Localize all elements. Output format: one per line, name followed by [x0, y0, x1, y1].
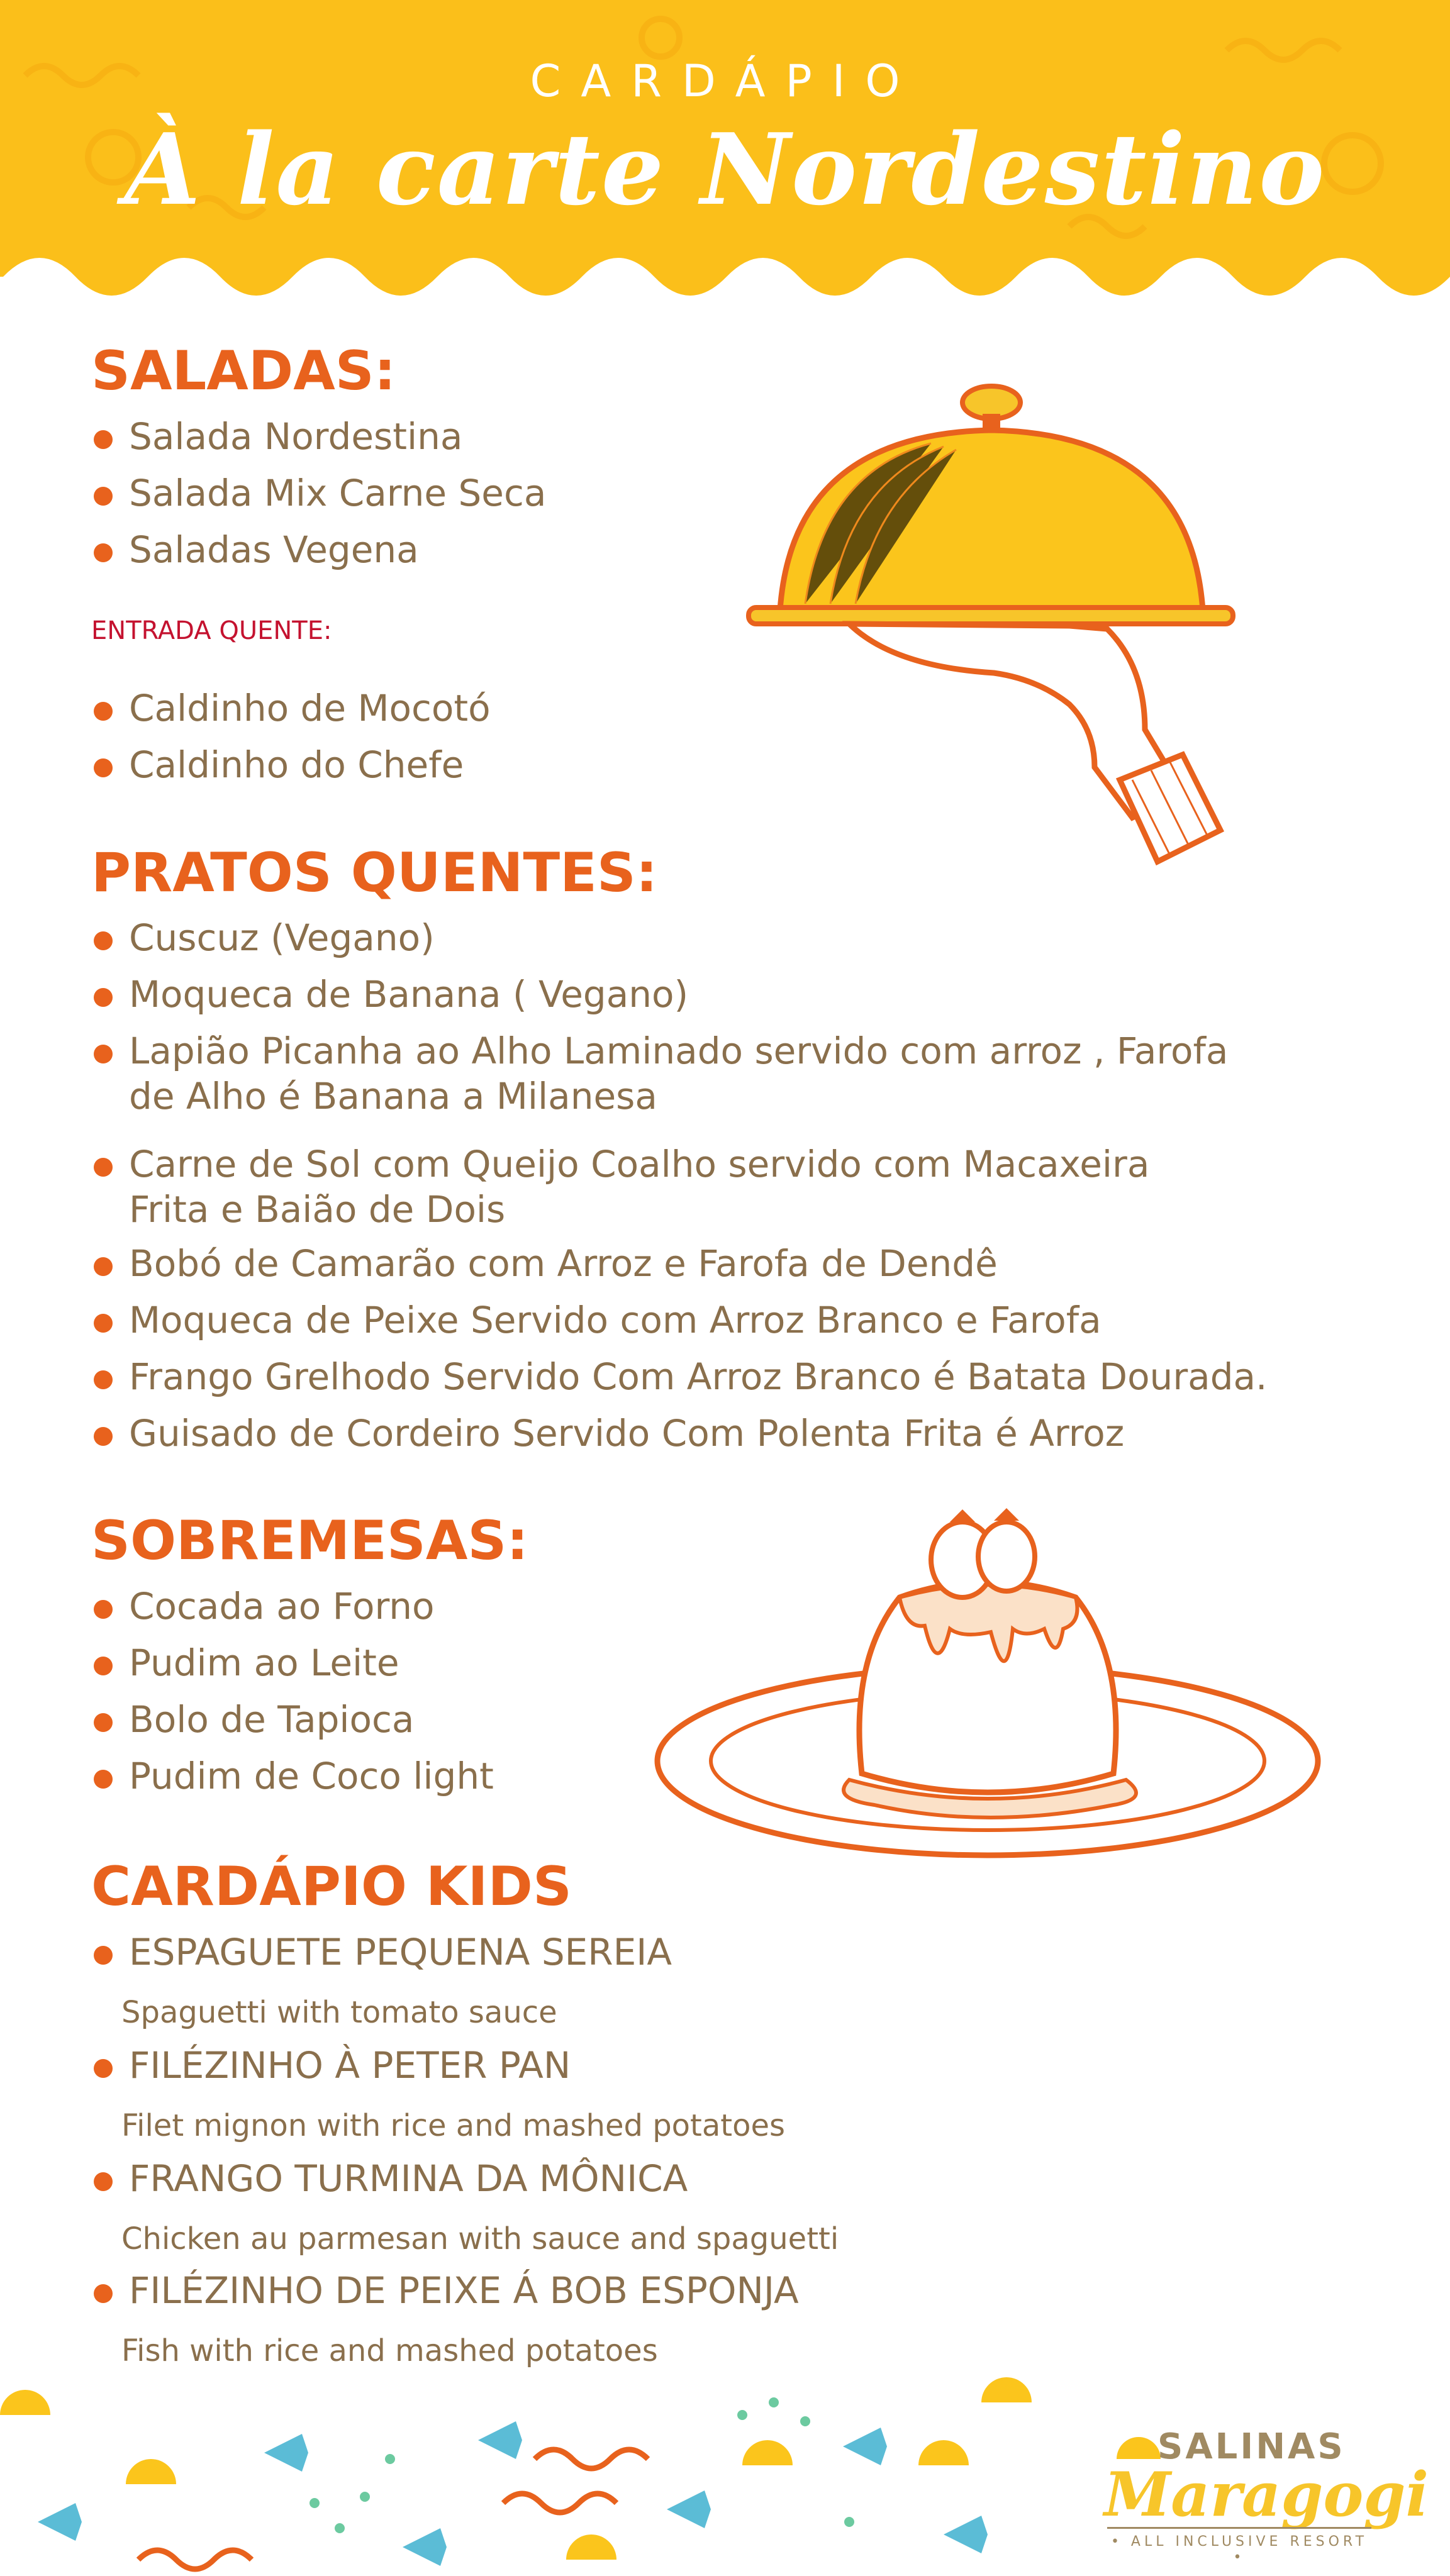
bullet-icon	[94, 2059, 113, 2078]
bullet-icon	[94, 2172, 113, 2191]
section-title-cardapio-kids: CARDÁPIO KIDS	[91, 1855, 572, 1918]
logo-tagline: • ALL INCLUSIVE RESORT •	[1107, 2527, 1371, 2565]
list-item: Moqueca de Banana ( Vegano)	[91, 972, 1419, 1017]
logo-top-text: SALINAS	[1157, 2426, 1346, 2467]
section-title-pratos-quentes: PRATOS QUENTES:	[91, 841, 658, 904]
sun-shell-icon	[1113, 2415, 1164, 2465]
bullet-icon	[94, 1657, 113, 1675]
bullet-icon	[94, 1158, 113, 1177]
bullet-icon	[94, 1427, 113, 1446]
bullet-icon	[94, 1314, 113, 1333]
list-item: Caldinho de Mocotó	[91, 686, 1419, 731]
list-item: Salada Nordestina	[91, 414, 1419, 459]
bullet-icon	[94, 1257, 113, 1276]
bullet-icon	[94, 1713, 113, 1732]
bullet-icon	[94, 487, 113, 506]
kids-item-description: Spaguetti with tomato sauce	[121, 1995, 557, 2030]
kids-item-description: Fish with rice and mashed potatoes	[121, 2333, 658, 2368]
list-item: FRANGO TURMINA DA MÔNICA	[91, 2156, 1419, 2201]
list-item: Caldinho do Chefe	[91, 742, 1419, 787]
pudding-illustration	[648, 1503, 1327, 1868]
list-item: Pudim de Coco light	[91, 1753, 1419, 1799]
bullet-icon	[94, 988, 113, 1007]
kids-item-description: Filet mignon with rice and mashed potatoes	[121, 2108, 785, 2143]
list-item: Moqueca de Peixe Servido com Arroz Branco e Farofa	[91, 1297, 1419, 1343]
header-subtitle: CARDÁPIO	[530, 55, 920, 107]
list-item: Bolo de Tapioca	[91, 1697, 1419, 1742]
header-title: À la carte Nordestino	[124, 112, 1326, 227]
bullet-icon	[94, 430, 113, 449]
bullet-icon	[94, 1946, 113, 1965]
list-item: ESPAGUETE PEQUENA SEREIA	[91, 1929, 1419, 1975]
section-title-saladas: SALADAS:	[91, 340, 396, 402]
bullet-icon	[94, 1770, 113, 1789]
header-banner	[0, 0, 1450, 314]
list-item: Lapião Picanha ao Alho Laminado servido com arroz , Farofa de Alho é Banana a Milanesa	[91, 1028, 1419, 1119]
section-title-entrada-quente: ENTRADA QUENTE:	[91, 616, 332, 645]
bullet-icon	[94, 758, 113, 777]
bullet-icon	[94, 2284, 113, 2303]
logo-main-text: Maragogi	[1104, 2459, 1429, 2530]
list-item: Guisado de Cordeiro Servido Com Polenta Frita é Arroz	[91, 1411, 1419, 1456]
kids-item-description: Chicken au parmesan with sauce and spaguetti	[121, 2221, 839, 2257]
bullet-icon	[94, 702, 113, 721]
list-item: Cocada ao Forno	[91, 1584, 1419, 1629]
section-title-sobremesas: SOBREMESAS:	[91, 1509, 528, 1572]
bullet-icon	[94, 931, 113, 950]
list-item: Carne de Sol com Queijo Coalho servido com Macaxeira Frita e Baião de Dois	[91, 1141, 1419, 1232]
cloche-hand-illustration	[742, 377, 1246, 924]
list-item: Salada Mix Carne Seca	[91, 470, 1419, 516]
list-item: FILÉZINHO À PETER PAN	[91, 2043, 1419, 2088]
list-item: Saladas Vegena	[91, 527, 1419, 572]
list-item: Pudim ao Leite	[91, 1640, 1419, 1685]
bullet-icon	[94, 1600, 113, 1619]
list-item: FILÉZINHO DE PEIXE Á BOB ESPONJA	[91, 2268, 1419, 2313]
list-item: Cuscuz (Vegano)	[91, 915, 1419, 960]
list-item: Bobó de Camarão com Arroz e Farofa de Dendê	[91, 1241, 1419, 1286]
list-item: Frango Grelhodo Servido Com Arroz Branco é Batata Dourada.	[91, 1354, 1419, 1399]
bullet-icon	[94, 543, 113, 562]
bullet-icon	[94, 1045, 113, 1063]
bullet-icon	[94, 1370, 113, 1389]
